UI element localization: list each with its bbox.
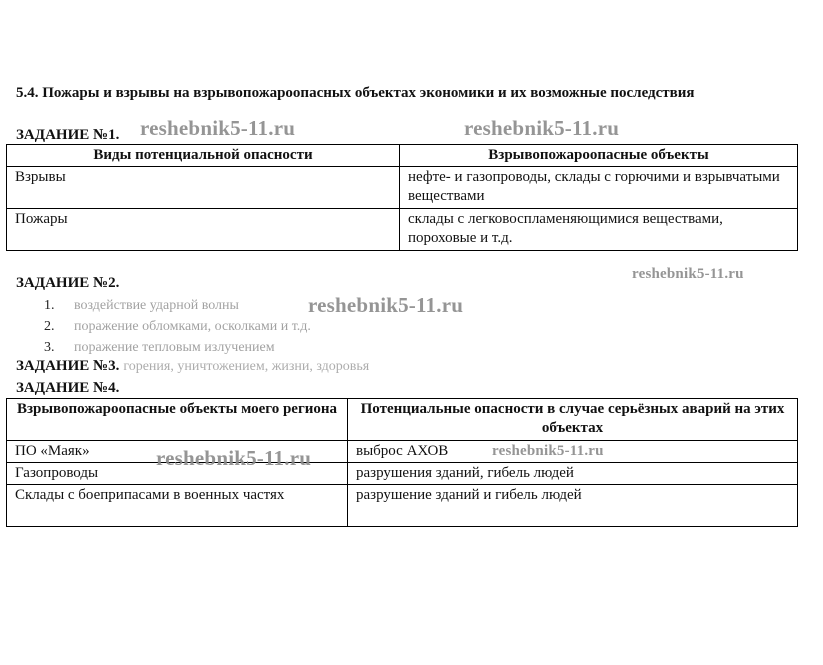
section-heading: 5.4. Пожары и взрывы на взрывопожароопасных объектах экономики и их возможные последствия: [16, 85, 695, 101]
task3-line: [16, 357, 369, 375]
task3-title: ЗАДАНИЕ №3.: [16, 358, 120, 374]
table-cell: Взрывы: [7, 167, 400, 209]
task1-table: [6, 144, 798, 251]
table-cell: Газопроводы: [7, 463, 348, 485]
table-header-cell: Взрывопожароопасные объекты: [400, 145, 798, 167]
table-cell: Пожары: [7, 209, 400, 251]
list-item-text: поражение тепловым излучением: [74, 340, 275, 355]
table-cell: выброс АХОВ: [348, 441, 798, 463]
table-cell: разрушение зданий и гибель людей: [348, 485, 798, 527]
watermark: reshebnik5-11.ru: [156, 446, 312, 470]
list-item: [44, 295, 311, 316]
task2-title: ЗАДАНИЕ №2.: [16, 275, 120, 291]
table-cell: нефте- и газопроводы, склады с горючими и взрывчатыми веществами: [400, 167, 798, 209]
watermark: reshebnik5-11.ru: [464, 116, 620, 140]
table-header-cell: Виды потенциальной опасности: [7, 145, 400, 167]
task4-title: ЗАДАНИЕ №4.: [16, 380, 120, 396]
table-header-row: [7, 145, 798, 167]
watermark: reshebnik5-11.ru: [308, 293, 464, 317]
list-item-number: 2.: [44, 319, 55, 334]
task4-table: [6, 398, 798, 527]
list-item-text: воздействие ударной волны: [74, 298, 239, 313]
list-item: [44, 316, 311, 337]
list-item-text: поражение обломками, осколками и т.д.: [74, 319, 311, 334]
task3-text: горения, уничтожением, жизни, здоровья: [123, 359, 370, 374]
table-header-cell: Потенциальные опасности в случае серьёзных аварий на этих объектах: [348, 399, 798, 441]
table-row: [7, 167, 798, 209]
table-header-cell: Взрывопожароопасные объекты моего региона: [7, 399, 348, 441]
task2-list: [44, 295, 311, 358]
table-header-row: [7, 399, 798, 441]
table-cell: ПО «Маяк»: [7, 441, 348, 463]
list-item-number: 1.: [44, 298, 55, 313]
table-cell: склады с легковоспламеняющимися веществами, пороховые и т.д.: [400, 209, 798, 251]
list-item: [44, 337, 311, 358]
watermark: reshebnik5-11.ru: [632, 266, 744, 282]
task1-title: ЗАДАНИЕ №1.: [16, 127, 120, 143]
table-row: [7, 209, 798, 251]
list-item-number: 3.: [44, 340, 55, 355]
table-row: [7, 485, 798, 527]
table-cell: Склады с боеприпасами в военных частях: [7, 485, 348, 527]
table-cell: разрушения зданий, гибель людей: [348, 463, 798, 485]
table-row: [7, 441, 798, 463]
table-row: [7, 463, 798, 485]
watermark: reshebnik5-11.ru: [492, 443, 604, 459]
watermark: reshebnik5-11.ru: [140, 116, 296, 140]
